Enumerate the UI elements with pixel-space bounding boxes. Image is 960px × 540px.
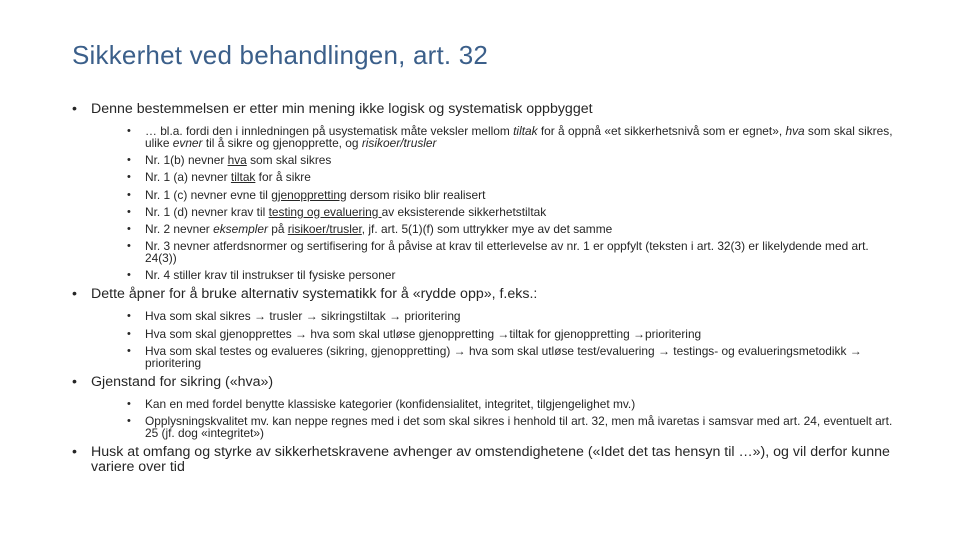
bullet-systematics [72, 102, 902, 281]
sub-item-data-quality [127, 415, 902, 439]
sub-item-categories [127, 398, 902, 410]
arrow-right-icon: → [849, 343, 862, 358]
bullet-marker: • [127, 205, 131, 218]
text-run: Nr. 1 (d) nevner krav til [145, 204, 269, 219]
slide-body [72, 102, 902, 484]
sub-item-nr1b [127, 154, 902, 166]
text-run: … bl.a. fordi den i innledningen på usystematisk måte veksler mellom [145, 124, 514, 138]
text-run: på [267, 221, 288, 236]
text-run: prioritering [645, 326, 702, 341]
text-run: hva [785, 124, 805, 138]
bullet-text: Denne bestemmelsen er etter min mening ikke logisk og systematisk oppbygget [91, 101, 593, 117]
bullet-marker: • [127, 222, 131, 235]
bullet-alternative-systematics [72, 287, 902, 368]
bullet-marker: • [127, 327, 131, 340]
text-run: Hva som skal gjenopprettes [145, 326, 296, 341]
text-run: prioritering [401, 309, 461, 324]
sub-item-intro [127, 125, 902, 149]
slide-title: Sikkerhet ved behandlingen, art. 32 [72, 40, 489, 70]
text-run: for å sikre [255, 170, 311, 185]
sub-item-nr1c [127, 189, 902, 201]
bullet-marker: • [72, 443, 77, 460]
text-run: prioritering [145, 355, 202, 370]
bullet-marker: • [127, 240, 131, 253]
text-run: evner [172, 136, 203, 150]
sub-item-nr3 [127, 240, 902, 264]
text-run: Hva som skal testes og evalueres (sikring, gjenoppretting) [145, 343, 454, 358]
text-run: trusler [266, 309, 306, 324]
text-run: gjenoppretting [271, 187, 347, 202]
bullet-text: Husk at omfang og styrke av sikkerhetskravene avhenger av omstendighetene («Idet det tas hensyn til …»), og vil derfor kunne variere over tid [91, 443, 890, 475]
arrow-right-icon: → [389, 309, 402, 324]
text-run: hva som skal utløse gjenoppretting [307, 326, 498, 341]
bullet-text: Dette åpner for å bruke alternativ systematikk for å «rydde opp», f.eks.: [91, 286, 538, 303]
bullet-subject-of-protection [72, 375, 902, 439]
sub-list [127, 398, 902, 439]
text-run: sikringstiltak [317, 309, 390, 324]
bullet-marker: • [72, 373, 77, 390]
text-run: for å oppnå «et sikkerhetsnivå som er egnet», [537, 124, 786, 138]
bullet-marker: • [127, 414, 131, 427]
arrow-right-icon: → [453, 343, 466, 358]
text-run: Kan en med fordel benytte klassiske kategorier (konfidensialitet, integritet, tilgjengelighet mv.) [145, 396, 636, 411]
text-run: eksempler [213, 221, 268, 236]
text-run: Nr. 1(b) nevner [145, 153, 228, 168]
text-run: Hva som skal sikres [145, 309, 255, 324]
bullet-marker: • [127, 310, 131, 323]
text-run: tiltak [513, 124, 538, 138]
text-run: Nr. 3 nevner atferdsnormer og sertifisering for å påvise at krav til etterlevelse av nr. 1 er oppfylt (teksten i art. 32(3) er likelydende med art. 24(3)) [145, 239, 869, 266]
arrow-right-icon: → [497, 326, 510, 341]
bullet-marker: • [127, 269, 131, 282]
text-run: tiltak for gjenoppretting [509, 326, 633, 341]
text-run: tiltak [230, 170, 256, 185]
text-run: Opplysningskvalitet mv. kan neppe regnes med i det som skal sikres i henhold til art. 32, men må ivaretas i samsvar med art. 24, eventuelt art. 25 (jf. dog «integritet») [145, 413, 893, 440]
sub-item-nr1d [127, 206, 902, 218]
arrow-right-icon: → [657, 343, 670, 358]
bullet-marker: • [127, 171, 131, 184]
text-run: som skal sikres, ulike [145, 124, 893, 150]
sub-item-nr1a [127, 171, 902, 183]
bullet-marker: • [72, 286, 77, 303]
sub-item-test-chain [127, 345, 902, 369]
text-run: testings- og evalueringsmetodikk [669, 343, 850, 358]
arrow-right-icon: → [305, 309, 318, 324]
text-run: testing og evaluering [268, 204, 382, 219]
bullet-marker: • [72, 101, 77, 117]
sub-item-restore-chain [127, 328, 902, 340]
text-run: hva [227, 153, 247, 168]
text-run: Nr. 2 nevner [145, 221, 214, 236]
text-run: til å sikre og gjenopprette, og [202, 136, 362, 150]
bullet-marker: • [127, 188, 131, 201]
bullet-text: Gjenstand for sikring («hva») [91, 373, 274, 390]
bullet-marker: • [127, 344, 131, 357]
text-run: , jf. art. 5(1)(f) som uttrykker mye av det samme [361, 221, 613, 236]
text-run: som skal sikres [246, 153, 332, 168]
bullet-marker: • [127, 397, 131, 410]
arrow-right-icon: → [633, 326, 645, 341]
arrow-right-icon: → [254, 309, 267, 324]
text-run: Nr. 4 stiller krav til instrukser til fysiske personer [145, 268, 396, 283]
text-run: risikoer/trusler [361, 136, 437, 150]
text-run: dersom risiko blir realisert [346, 187, 486, 202]
bullet-marker: • [127, 125, 131, 137]
sub-list [127, 310, 902, 368]
text-run: Nr. 1 (c) nevner evne til [145, 187, 272, 202]
sub-item-nr2 [127, 223, 902, 235]
text-run: risikoer/trusler [287, 221, 362, 236]
arrow-right-icon: → [295, 326, 308, 341]
sub-list [127, 125, 902, 281]
bullet-scope-and-strength [72, 445, 902, 475]
text-run: av eksisterende sikkerhetstiltak [381, 204, 547, 219]
sub-item-secure-chain [127, 310, 902, 322]
text-run: Nr. 1 (a) nevner [145, 170, 231, 185]
text-run: hva som skal utløse test/evaluering [465, 343, 658, 358]
sub-item-nr4 [127, 269, 902, 281]
bullet-marker: • [127, 154, 131, 167]
